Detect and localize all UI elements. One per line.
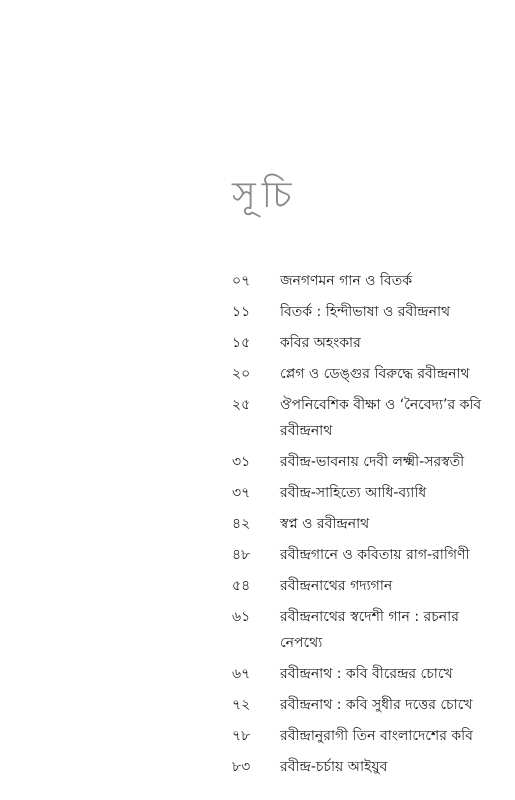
chapter-title-line: রবীন্দ্রনাথের স্বদেশী গান : রচনার [280, 609, 459, 625]
chapter-title [280, 361, 502, 387]
page-number: ৮৩ [232, 759, 251, 775]
chapter-title-line: রবীন্দ্রানুরাগী তিন বাংলাদেশের কবি [280, 728, 473, 744]
chapter-title [280, 480, 502, 506]
page-number: ০৭ [232, 273, 251, 289]
page-number: ১৫ [232, 335, 251, 351]
chapter-title-line: রবীন্দ্রগানে ও কবিতায় রাগ-রাগিণী [280, 547, 470, 563]
chapter-title [280, 754, 502, 780]
chapter-title-line: জনগণমন গান ও বিতর্ক [280, 273, 412, 289]
page-number: ৭২ [232, 697, 251, 713]
chapter-title-line: রবীন্দ্র-সাহিত্যে আধি-ব্যাধি [280, 485, 427, 501]
toc-entry [232, 392, 502, 444]
page-number: ৪২ [232, 516, 251, 532]
chapter-title [280, 661, 502, 687]
chapter-title-line: রবীন্দ্রনাথ : কবি বীরেন্দ্রর চোখে [280, 666, 453, 682]
chapter-title-line: রবীন্দ্র-চর্চায় আইয়ুব [280, 759, 388, 775]
toc-entry [232, 604, 502, 656]
chapter-title-line: নেপথ্যে [280, 635, 323, 651]
page-number: ৬৭ [232, 666, 251, 682]
chapter-title [280, 542, 502, 568]
page-number: ৩৭ [232, 485, 251, 501]
page-number: ৫৪ [232, 578, 251, 594]
toc-entry [232, 542, 502, 568]
page-number: ৪৮ [232, 547, 251, 563]
chapter-title-line: রবীন্দ্রনাথ [280, 423, 333, 439]
toc-entry [232, 511, 502, 537]
toc-entry [232, 661, 502, 687]
chapter-title [280, 392, 502, 444]
chapter-title [280, 511, 502, 537]
page-number: ১১ [232, 304, 251, 320]
toc-entry [232, 268, 502, 294]
toc-entry [232, 299, 502, 325]
toc-entry [232, 449, 502, 475]
chapter-title-line: স্বপ্ন ও রবীন্দ্রনাথ [280, 516, 370, 532]
chapter-title-line: বিতর্ক : হিন্দীভাষা ও রবীন্দ্রনাথ [280, 304, 451, 320]
chapter-title-line: প্লেগ ও ডেঙ্গুর বিরুদ্ধে রবীন্দ্রনাথ [280, 366, 470, 382]
chapter-title [280, 723, 502, 749]
chapter-title-line: ঔপনিবেশিক বীক্ষা ও ‘নৈবেদ্য’র কবি [280, 397, 482, 413]
chapter-title [280, 449, 502, 475]
page-title: সূচি [232, 175, 298, 216]
toc-entry [232, 573, 502, 599]
chapter-title-line: রবীন্দ্রনাথের গদ্যগান [280, 578, 393, 594]
page-number: ২০ [232, 366, 251, 382]
chapter-title [280, 692, 502, 718]
toc-entry [232, 480, 502, 506]
chapter-title-line: কবির অহংকার [280, 335, 361, 351]
chapter-title-line: রবীন্দ্র-ভাবনায় দেবী লক্ষ্মী-সরস্বতী [280, 454, 465, 470]
chapter-title [280, 604, 502, 656]
page-number: ৩১ [232, 454, 251, 470]
page-number: ২৫ [232, 397, 251, 413]
page-number: ৬১ [232, 609, 251, 625]
toc-entry [232, 330, 502, 356]
table-of-contents [232, 268, 502, 785]
chapter-title [280, 299, 502, 325]
page-number: ৭৮ [232, 728, 251, 744]
chapter-title [280, 573, 502, 599]
toc-entry [232, 723, 502, 749]
chapter-title [280, 268, 502, 294]
chapter-title [280, 330, 502, 356]
chapter-title-line: রবীন্দ্রনাথ : কবি সুধীর দত্তের চোখে [280, 697, 473, 713]
toc-entry [232, 692, 502, 718]
toc-entry [232, 361, 502, 387]
toc-entry [232, 754, 502, 780]
